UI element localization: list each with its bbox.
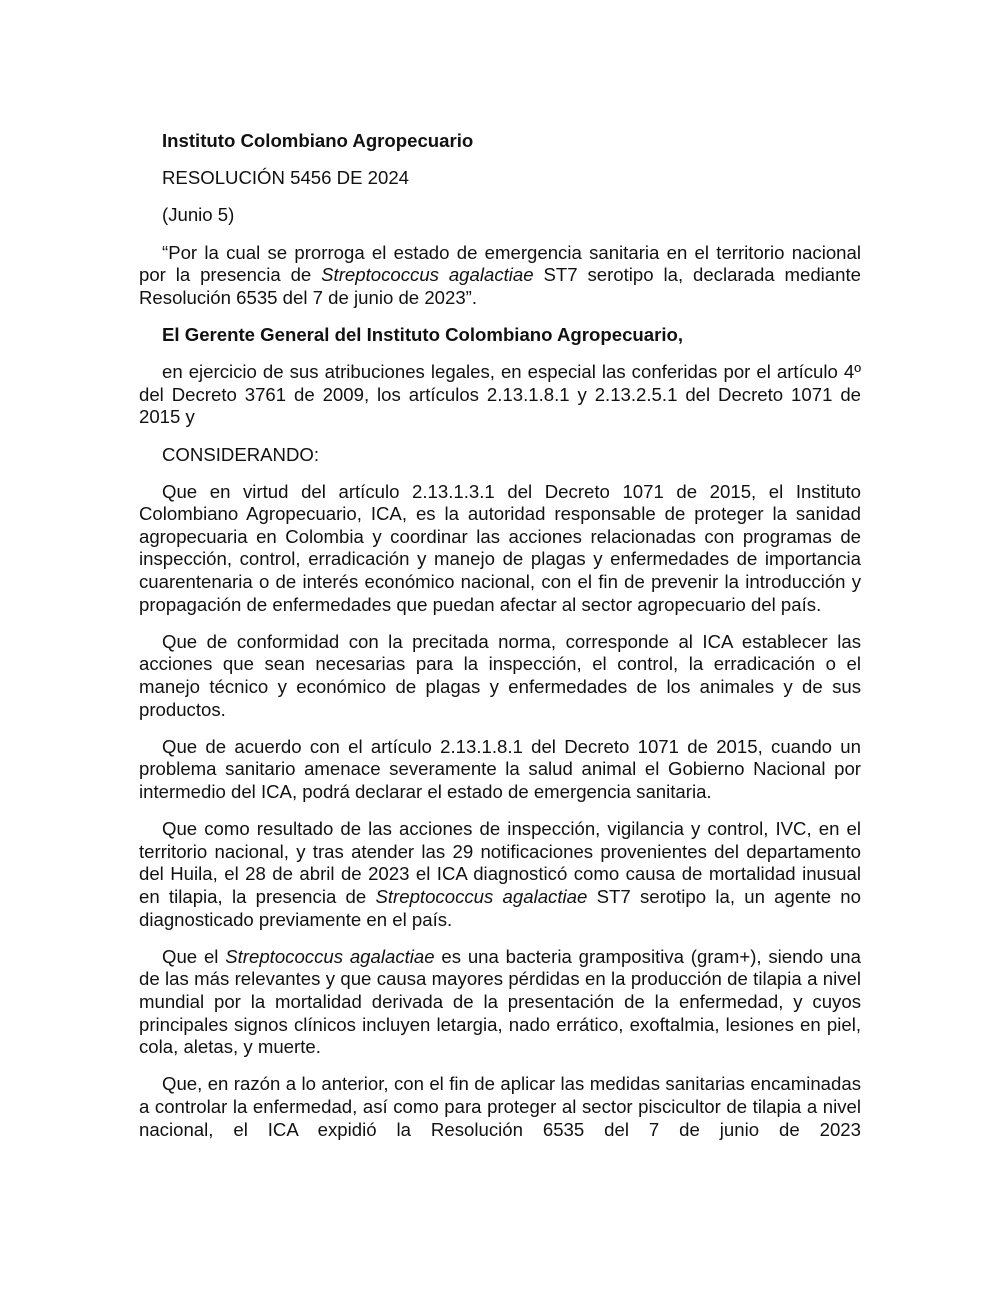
- species-name: Streptococcus agalactiae: [321, 264, 534, 286]
- paragraph-text: Que el: [162, 945, 226, 967]
- considering-paragraph-2: Que de conformidad con la precitada norma, corresponde al ICA establecer las acciones que sean necesarias para la inspección, el control, la erradicación o el manejo técnico y económico de plagas y enfermedades de los animales y de sus productos.: [139, 630, 861, 720]
- resolution-date: (Junio 5): [162, 204, 235, 226]
- subject-text: “Por la cual se prorroga el estado de emergencia sanitaria en el territorio nacional por la presencia de: [139, 241, 861, 286]
- subject-text-end: ST7 serotipo la, declarada mediante Resolución 6535 del 7 de junio de 2023”.: [139, 264, 861, 308]
- paragraph-text-end: ST7 serotipo la, un agente no diagnosticado previamente en el país.: [139, 885, 861, 930]
- resolution-subject: [139, 242, 861, 310]
- considering-paragraph-3: Que de acuerdo con el artículo 2.13.1.8.1 del Decreto 1071 de 2015, cuando un problema sanitario amenace severamente la salud animal el Gobierno Nacional por intermedio del ICA, podrá declarar el estado de emergencia sanitaria.: [139, 735, 861, 802]
- authority-line: El Gerente General del Instituto Colombiano Agropecuario,: [162, 323, 684, 345]
- species-name: Streptococcus agalactiae: [375, 885, 588, 907]
- considering-paragraph-1: Que en virtud del artículo 2.13.1.3.1 del Decreto 1071 de 2015, el Instituto Colombiano Agropecuario, ICA, es la autoridad responsable de proteger la sanidad agropecuaria en Colombia y coordinar las acciones relacionadas con programas de inspección, control, erradicación y manejo de plagas y enfermedades de importancia cuarentenaria o de interés económico nacional, con el fin de prevenir la introducción y propagación de enfermedades que puedan afectar al sector agropecuario del país.: [139, 480, 861, 615]
- considering-heading: CONSIDERANDO:: [162, 443, 320, 465]
- considering-paragraph-6: Que, en razón a lo anterior, con el fin de aplicar las medidas sanitarias encaminadas a controlar la enfermedad, así como para proteger al sector piscicultor de tilapia a nivel nacional, el ICA expidió la Resolución 6535 del 7 de junio de 2023: [139, 1073, 861, 1140]
- institution-name: Instituto Colombiano Agropecuario: [162, 130, 474, 151]
- document-page: [139, 130, 861, 1156]
- paragraph-text-end: es una bacteria grampositiva (gram+), siendo una de las más relevantes y que causa mayores pérdidas en la producción de tilapia a nivel mundial por la mortalidad derivada de la presentación de la enfermedad, y cuyos principales signos clínicos incluyen letargia, nado errático, exoftalmia, lesiones en piel, cola, aletas, y muerte.: [139, 945, 861, 1058]
- species-name: Streptococcus agalactiae: [225, 945, 435, 967]
- considering-paragraph-4: [139, 818, 861, 931]
- paragraph-text: Que como resultado de las acciones de inspección, vigilancia y control, IVC, en el territorio nacional, y tras atender las 29 notificaciones provenientes del departamento del Huila, el 28 de abril de 2023 el ICA diagnosticó como causa de mortalidad inusual en tilapia, la presencia de: [139, 818, 861, 907]
- resolution-title: RESOLUCIÓN 5456 DE 2024: [162, 167, 410, 189]
- powers-paragraph: en ejercicio de sus atribuciones legales, en especial las conferidas por el artículo 4º del Decreto 3761 de 2009, los artículos 2.13.1.8.1 y 2.13.2.5.1 del Decreto 1071 de 2015 y: [139, 361, 861, 428]
- considering-paragraph-5: [139, 946, 861, 1059]
